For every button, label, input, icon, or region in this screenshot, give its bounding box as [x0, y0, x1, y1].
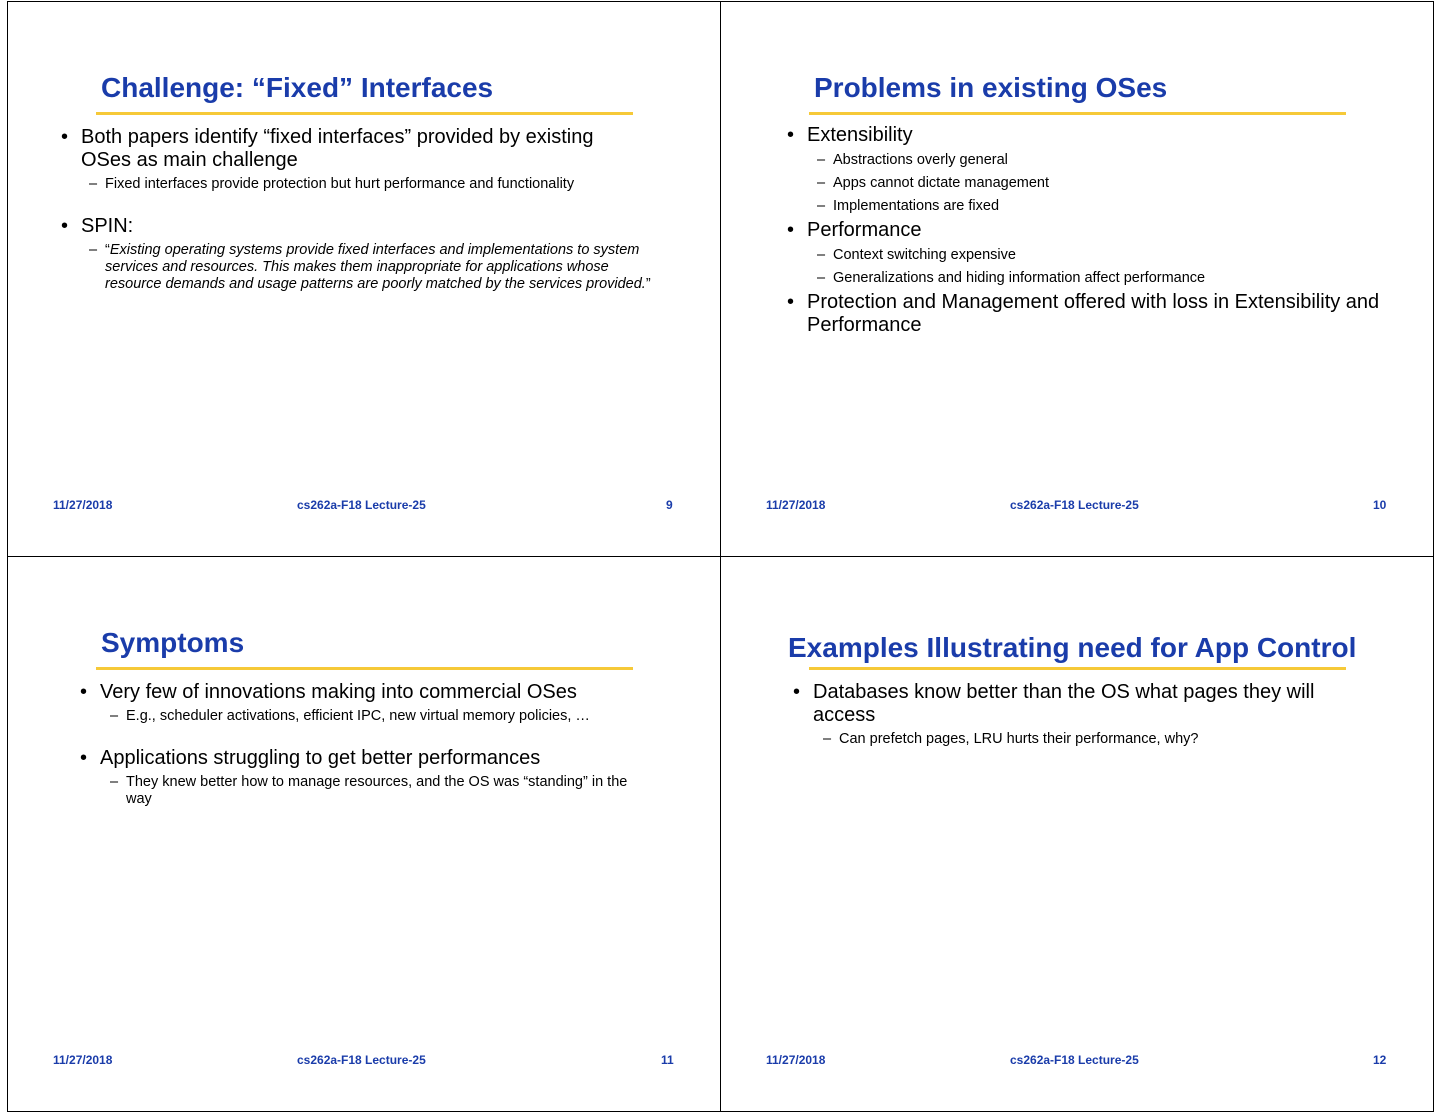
sub-bullet-item: [89, 176, 641, 193]
bullet-icon: •: [787, 291, 795, 313]
bullet-text: Extensibility: [807, 124, 913, 146]
bullet-icon: •: [787, 124, 795, 146]
bullet-icon: •: [793, 681, 801, 703]
sub-bullet-text: Apps cannot dictate management: [833, 175, 1050, 191]
bullet-item: [61, 126, 641, 172]
slide-12: [721, 557, 1433, 1111]
bullet-item: [80, 747, 640, 770]
sub-bullet-text: Generalizations and hiding information affect performance: [833, 270, 1206, 286]
sub-bullet-text: Implementations are fixed: [833, 198, 1000, 214]
bullet-item: [787, 291, 1387, 337]
slide-title: Problems in existing OSes: [814, 72, 1168, 103]
footer-page-number: 11: [661, 1053, 674, 1067]
slide-10: [721, 2, 1433, 556]
sub-bullet-text: They knew better how to manage resources, and the OS was “standing” in the way: [126, 774, 628, 807]
bullet-text: Very few of innovations making into commercial OSes: [100, 681, 577, 703]
bullet-text: Protection and Management offered with loss in Extensibility and Performance: [807, 291, 1380, 336]
sub-bullet-item: [817, 152, 1387, 169]
dash-icon: –: [817, 175, 826, 191]
sub-bullet-text: E.g., scheduler activations, efficient IPC, new virtual memory policies, …: [126, 708, 590, 724]
bullet-icon: •: [80, 747, 88, 769]
dash-icon: –: [110, 774, 119, 790]
slide-title: Challenge: “Fixed” Interfaces: [101, 72, 494, 103]
bullet-icon: •: [61, 215, 69, 237]
bullet-icon: •: [80, 681, 88, 703]
sub-bullet-item: [823, 731, 1363, 748]
sub-bullet-text: Abstractions overly general: [833, 152, 1008, 168]
dash-icon: –: [823, 731, 832, 747]
title-underline: [809, 112, 1346, 115]
bullet-text: SPIN:: [81, 215, 134, 237]
sub-bullet-text: Existing operating systems provide fixed interfaces and implementations to system services and resources. This makes them inappropriate for applications whose resource demands and usage patterns are poorly matched by the services provided.: [105, 242, 646, 292]
bullet-icon: •: [61, 126, 69, 148]
footer-page-number: 12: [1373, 1053, 1387, 1067]
title-underline: [96, 112, 633, 115]
bullet-text: Applications struggling to get better performances: [100, 747, 541, 769]
sub-bullet-item: [89, 242, 665, 293]
bullet-text: Performance: [807, 219, 922, 241]
slide-content: [787, 124, 1387, 337]
sub-bullet-item: [110, 774, 636, 808]
dash-icon: –: [817, 198, 826, 214]
bullet-text: Databases know better than the OS what pages they will access: [813, 681, 1315, 726]
footer-date: 11/27/2018: [766, 498, 826, 512]
slide-title: Examples Illustrating need for App Control: [788, 632, 1357, 663]
bullet-icon: •: [787, 219, 795, 241]
sub-bullet-text: Can prefetch pages, LRU hurts their performance, why?: [839, 731, 1199, 747]
footer-date: 11/27/2018: [53, 498, 113, 512]
sub-bullet-item: [817, 270, 1387, 287]
bullet-item: [787, 219, 1387, 242]
slide-11: [8, 557, 720, 1111]
bullet-item: [787, 124, 1387, 147]
dash-icon: –: [817, 270, 826, 286]
sub-bullet-item: [817, 175, 1387, 192]
title-underline: [809, 667, 1346, 670]
footer-page-number: 10: [1373, 498, 1387, 512]
sub-bullet-item: [817, 247, 1387, 264]
footer-course: cs262a-F18 Lecture-25: [1010, 498, 1139, 512]
dash-icon: –: [817, 152, 826, 168]
footer-date: 11/27/2018: [53, 1053, 113, 1067]
footer-date: 11/27/2018: [766, 1053, 826, 1067]
bullet-item: [61, 215, 641, 238]
dash-icon: –: [89, 242, 98, 258]
sub-bullet-item: [110, 708, 640, 725]
slide-content: [793, 681, 1363, 748]
footer-course: cs262a-F18 Lecture-25: [297, 1053, 426, 1067]
bullet-text: Both papers identify “fixed interfaces” provided by existing OSes as main challenge: [81, 126, 594, 171]
dash-icon: –: [110, 708, 119, 724]
slide-title: Symptoms: [101, 627, 245, 658]
slide-content: [61, 126, 651, 293]
slide-content: [80, 681, 640, 808]
title-underline: [96, 667, 633, 670]
bullet-item: [80, 681, 640, 704]
quote-open: “: [105, 242, 110, 258]
footer-course: cs262a-F18 Lecture-25: [297, 498, 426, 512]
dash-icon: –: [817, 247, 826, 263]
quote-close: ”: [645, 276, 651, 292]
footer-page-number: 9: [666, 498, 673, 512]
sub-bullet-text: Context switching expensive: [833, 247, 1016, 263]
slide-9: [8, 2, 720, 556]
sub-bullet-text: Fixed interfaces provide protection but hurt performance and functionality: [105, 176, 575, 192]
bullet-item: [793, 681, 1363, 727]
dash-icon: –: [89, 176, 98, 192]
sub-bullet-item: [817, 198, 1387, 215]
footer-course: cs262a-F18 Lecture-25: [1010, 1053, 1139, 1067]
